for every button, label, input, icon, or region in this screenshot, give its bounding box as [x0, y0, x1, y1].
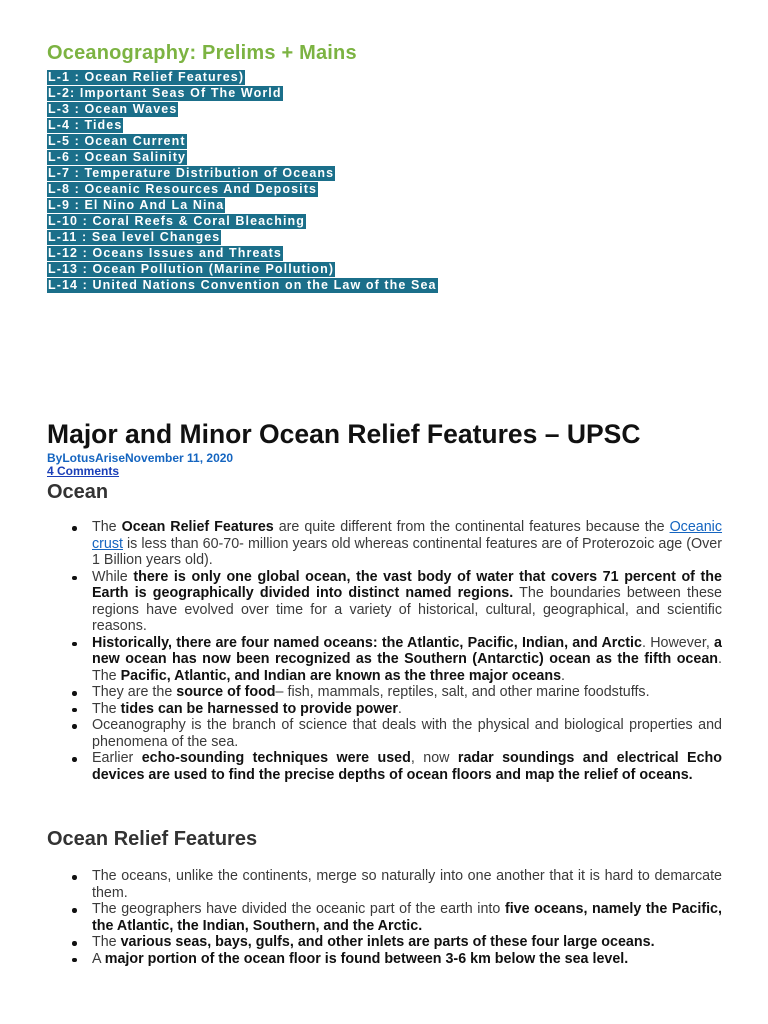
toc-item — [47, 85, 438, 101]
toc-item — [47, 261, 438, 277]
comments-link[interactable]: 4 Comments — [47, 464, 120, 478]
toc-link-l11[interactable]: L-11 : Sea level Changes — [48, 230, 221, 244]
toc-item — [47, 229, 438, 245]
list-item: Oceanography is the branch of science that deals with the physical and biological properties and phenomena of the sea. — [47, 717, 722, 750]
toc-item — [47, 181, 438, 197]
toc-link-l4[interactable]: L-4 : Tides — [48, 118, 123, 132]
list-item: Historically, there are four named oceans: the Atlantic, Pacific, Indian, and Arctic. However, a new ocean has now been recognized as the Southern (Antarctic) ocean as the fifth ocean. The Pacific, Atlantic, and Indian are known as the three major oceans. — [47, 635, 722, 685]
section-heading-ocean-relief-features: Ocean Relief Features — [47, 828, 258, 850]
list-item: A major portion of the ocean floor is found between 3-6 km below the sea level. — [47, 951, 722, 968]
article-title: Major and Minor Ocean Relief Features – UPSC — [47, 419, 641, 449]
list-item: The various seas, bays, gulfs, and other inlets are parts of these four large oceans. — [47, 934, 722, 951]
list-item: While there is only one global ocean, the vast body of water that covers 71 percent of the Earth is geographically divided into distinct named regions. The boundaries between these regions have evolved over time for a variety of historical, cultural, geographical, and scientific reasons. — [47, 569, 722, 635]
toc-item — [47, 245, 438, 261]
toc-link-l6[interactable]: L-6 : Ocean Salinity — [48, 150, 187, 164]
list-item: The geographers have divided the oceanic part of the earth into five oceans, namely the Pacific, the Atlantic, the Indian, Southern, and the Arctic. — [47, 901, 722, 934]
list-item: Earlier echo-sounding techniques were used, now radar soundings and electrical Echo devices are used to find the precise depths of ocean floors and map the relief of oceans. — [47, 750, 722, 783]
relief-bullet-list — [47, 868, 722, 967]
toc-link-l5[interactable]: L-5 : Ocean Current — [48, 134, 186, 148]
toc-link-l1[interactable]: L-1 : Ocean Relief Features) — [48, 70, 245, 84]
toc-link-l12[interactable]: L-12 : Oceans Issues and Threats — [48, 246, 282, 260]
toc-link-l3[interactable]: L-3 : Ocean Waves — [48, 102, 178, 116]
list-item: The tides can be harnessed to provide power. — [47, 701, 722, 718]
toc-item — [47, 213, 438, 229]
toc-link-l2[interactable]: L-2: Important Seas Of The World — [48, 86, 282, 100]
toc-item — [47, 197, 438, 213]
list-item: They are the source of food– fish, mammals, reptiles, salt, and other marine foodstuffs. — [47, 684, 722, 701]
toc-item — [47, 165, 438, 181]
toc-link-l10[interactable]: L-10 : Coral Reefs & Coral Bleaching — [48, 214, 306, 228]
toc-link-l9[interactable]: L-9 : El Nino And La Nina — [48, 198, 225, 212]
list-item: The oceans, unlike the continents, merge so naturally into one another that it is hard to demarcate them. — [47, 868, 722, 901]
toc-title: Oceanography: Prelims + Mains — [47, 42, 357, 64]
toc-item — [47, 277, 438, 293]
toc-link-l14[interactable]: L-14 : United Nations Convention on the Law of the Sea — [48, 278, 437, 292]
toc-item — [47, 101, 438, 117]
oceanic-crust-link[interactable]: Oceanic crust — [92, 519, 723, 552]
list-item: The Ocean Relief Features are quite different from the continental features because the Oceanic crust is less than 60-70- million years old whereas continental features are of Proterozoic age (Over 1 Billion years old). — [47, 519, 722, 569]
toc-item — [47, 69, 438, 85]
toc-list — [47, 69, 438, 293]
section-heading-ocean: Ocean — [47, 481, 109, 503]
toc-item — [47, 133, 438, 149]
article-byline: ByLotusAriseNovember 11, 2020 — [47, 451, 234, 465]
toc-link-l8[interactable]: L-8 : Oceanic Resources And Deposits — [48, 182, 318, 196]
toc-item — [47, 149, 438, 165]
ocean-bullet-list — [47, 519, 722, 783]
toc-item — [47, 117, 438, 133]
toc-link-l13[interactable]: L-13 : Ocean Pollution (Marine Pollution) — [48, 262, 335, 276]
toc-link-l7[interactable]: L-7 : Temperature Distribution of Oceans — [48, 166, 335, 180]
